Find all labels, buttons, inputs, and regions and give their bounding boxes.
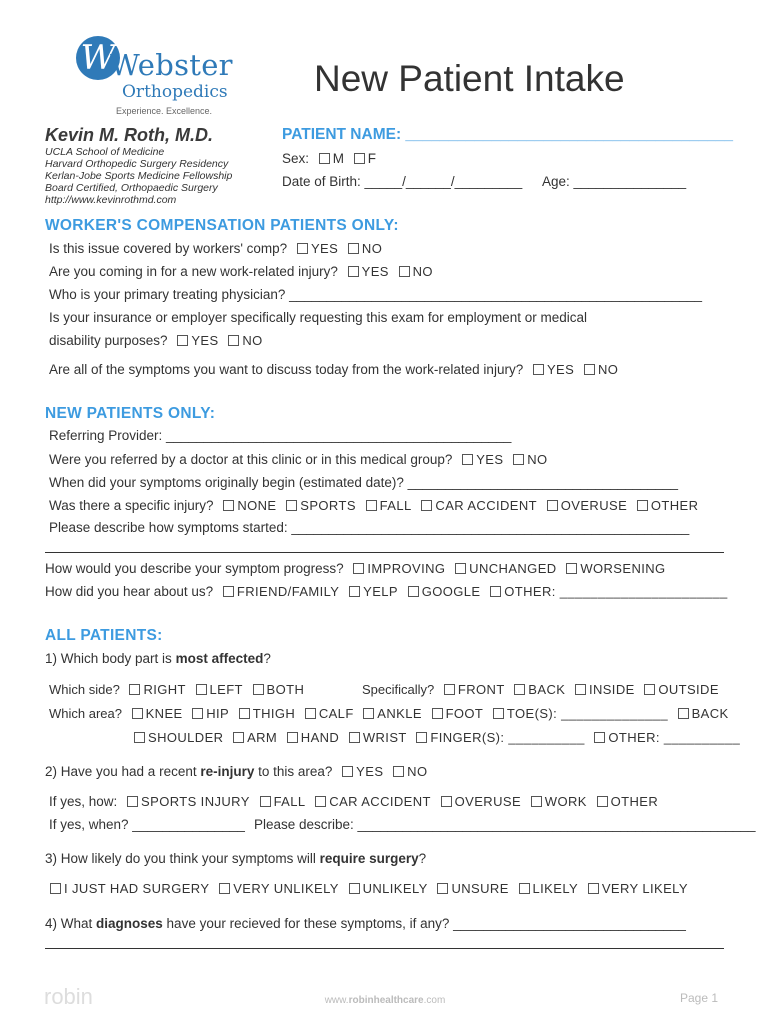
surgery-very-likely-checkbox[interactable] (588, 883, 599, 894)
option-label: KNEE (145, 706, 183, 721)
no-label: NO (527, 452, 548, 467)
option-label: OTHER: __________ (608, 730, 741, 745)
surgery-had-checkbox[interactable] (50, 883, 61, 894)
wc-q5-yes-checkbox[interactable] (533, 364, 544, 375)
q1-text: 1) Which body part is (45, 651, 176, 666)
ap-q3 (45, 851, 426, 866)
np-q2 (49, 452, 548, 467)
np-q2-yes-checkbox[interactable] (462, 454, 473, 465)
injury-other-checkbox[interactable] (637, 500, 648, 511)
wc-q4-no-checkbox[interactable] (228, 335, 239, 346)
option-label: UNCHANGED (469, 561, 557, 576)
reinjury-describe-field[interactable]: Please describe: _____________________________________________________ (254, 817, 756, 832)
option-label: CAR ACCIDENT (435, 498, 537, 513)
area-back-checkbox[interactable] (678, 708, 689, 719)
how-sports-checkbox[interactable] (127, 796, 138, 807)
webster-logo (76, 34, 246, 122)
np-heading: NEW PATIENTS ONLY: (45, 405, 216, 422)
area-fingers-checkbox[interactable] (416, 732, 427, 743)
area-wrist-checkbox[interactable] (349, 732, 360, 743)
option-label: CALF (318, 706, 354, 721)
np-q6 (45, 561, 666, 576)
option-label: FALL (273, 794, 306, 809)
page-title: New Patient Intake (314, 58, 625, 99)
footer-brand: robin (44, 984, 93, 1009)
no-label: NO (242, 333, 263, 348)
option-label: ARM (247, 730, 278, 745)
sex-f-label: F (367, 151, 377, 166)
np-q4 (49, 498, 698, 513)
q1-emphasis: most affected (175, 651, 264, 666)
np-referring-field[interactable]: Referring Provider: ______________________________________________ (49, 428, 512, 443)
footer-url-post: .com (423, 995, 446, 1006)
area-hand-checkbox[interactable] (287, 732, 298, 743)
how-other-checkbox[interactable] (597, 796, 608, 807)
option-label: LEFT (209, 682, 243, 697)
spec-outside-checkbox[interactable] (644, 684, 655, 695)
reinjury-yes-checkbox[interactable] (342, 766, 353, 777)
option-label: OTHER (650, 498, 699, 513)
how-car-checkbox[interactable] (315, 796, 326, 807)
wc-q2 (49, 264, 433, 279)
option-label: BACK (691, 706, 729, 721)
option-label: THIGH (252, 706, 296, 721)
option-label: ANKLE (377, 706, 422, 721)
ap-heading: ALL PATIENTS: (45, 627, 163, 644)
option-label: HIP (206, 706, 230, 721)
option-label: IMPROVING (367, 561, 446, 576)
q2-text: 2) Have you had a recent (45, 764, 201, 779)
np-q4-text: Was there a specific injury? (49, 498, 214, 513)
option-label: I JUST HAD SURGERY (64, 881, 210, 896)
option-label: WRIST (362, 730, 407, 745)
ap-q4[interactable] (45, 916, 686, 931)
option-label: GOOGLE (421, 584, 481, 599)
side-label: Which side? (49, 682, 120, 697)
how-fall-checkbox[interactable] (260, 796, 271, 807)
option-label: BACK (528, 682, 566, 697)
side-row (49, 682, 304, 697)
wc-q4b-text: disability purposes? (49, 333, 168, 348)
yes-label: YES (546, 362, 575, 377)
logo-tagline: Experience. Excellence. (116, 106, 213, 116)
area-hip-checkbox[interactable] (192, 708, 203, 719)
page-number: Page 1 (680, 991, 719, 1005)
area-foot-checkbox[interactable] (432, 708, 443, 719)
option-label: LIKELY (532, 881, 579, 896)
option-label: OTHER (610, 794, 659, 809)
wc-q1-yes-checkbox[interactable] (297, 243, 308, 254)
area-row-2 (128, 730, 740, 745)
logo-sub: Orthopedics (122, 82, 228, 102)
sex-label: Sex: (282, 151, 310, 166)
np-symptoms-begin-field[interactable]: When did your symptoms originally begin (estimated date)? ____________________________________ (49, 475, 678, 490)
no-label: NO (412, 264, 433, 279)
option-label: NONE (237, 498, 277, 513)
no-label: NO (597, 362, 619, 377)
no-label: NO (361, 241, 383, 256)
option-label: SPORTS (300, 498, 356, 513)
no-label: NO (407, 764, 428, 779)
footer-url-pre: www. (324, 995, 349, 1006)
surgery-row (44, 881, 688, 896)
footer-url-bold: robinhealthcare (348, 995, 424, 1006)
how-row (49, 794, 658, 809)
heard-other-checkbox[interactable] (490, 586, 501, 597)
q3-text-end: ? (418, 851, 427, 866)
q4-text: 4) What (45, 916, 97, 931)
option-label: VERY UNLIKELY (233, 881, 339, 896)
wc-q5 (49, 362, 618, 377)
area-row-1 (49, 706, 729, 721)
injury-none-checkbox[interactable] (223, 500, 234, 511)
area-ankle-checkbox[interactable] (363, 708, 374, 719)
yes-label: YES (191, 333, 219, 348)
side-both-checkbox[interactable] (253, 684, 264, 695)
option-label: FRIEND/FAMILY (236, 584, 340, 599)
heard-friend-checkbox[interactable] (223, 586, 234, 597)
wc-heading: WORKER'S COMPENSATION PATIENTS ONLY: (45, 217, 399, 234)
q3-text: 3) How likely do you think your symptoms will (45, 851, 320, 866)
option-label: OVERUSE (560, 498, 628, 513)
option-label: WORSENING (580, 561, 666, 576)
q4-emphasis: diagnoses (96, 916, 163, 931)
sex-m-checkbox[interactable] (319, 153, 330, 164)
area-thigh-checkbox[interactable] (239, 708, 250, 719)
option-label: VERY LIKELY (601, 881, 688, 896)
wc-q3-field[interactable]: Who is your primary treating physician? _______________________________________________________ (49, 287, 703, 302)
wc-q4b (49, 333, 263, 348)
area-knee-checkbox[interactable] (132, 708, 143, 719)
option-label: OVERUSE (454, 794, 522, 809)
yes-label: YES (310, 241, 339, 256)
age-field[interactable]: Age: _______________ (542, 174, 687, 189)
np-q2-no-checkbox[interactable] (513, 454, 524, 465)
option-label: UNSURE (451, 881, 509, 896)
heard-yelp-checkbox[interactable] (349, 586, 360, 597)
option-label: HAND (300, 730, 340, 745)
area-calf-checkbox[interactable] (305, 708, 316, 719)
np-q7 (45, 584, 728, 599)
credential: Board Certified, Orthopaedic Surgery (45, 182, 218, 194)
area-shoulder-checkbox[interactable] (134, 732, 145, 743)
surgery-likely-checkbox[interactable] (519, 883, 530, 894)
side-left-checkbox[interactable] (196, 684, 207, 695)
wc-q5-text: Are all of the symptoms you want to discuss today from the work-related injury? (49, 362, 524, 377)
progress-worsening-checkbox[interactable] (566, 563, 577, 574)
credential: UCLA School of Medicine (45, 146, 165, 158)
logo-brand: Webster (110, 48, 233, 82)
spec-back-checkbox[interactable] (514, 684, 525, 695)
option-label: SHOULDER (148, 730, 224, 745)
sex-m-label: M (332, 151, 345, 166)
q4-text-end: have your recieved for these symptoms, if any? _______________________________ (162, 916, 686, 931)
area-toes-checkbox[interactable] (493, 708, 504, 719)
footer-url (0, 995, 770, 1006)
option-label: YELP (363, 584, 398, 599)
option-label: TOE(S): ______________ (506, 706, 668, 721)
option-label: BOTH (266, 682, 305, 697)
np-q7-text: How did you hear about us? (45, 584, 214, 599)
injury-car-checkbox[interactable] (421, 500, 432, 511)
heard-google-checkbox[interactable] (408, 586, 419, 597)
injury-sports-checkbox[interactable] (286, 500, 297, 511)
yes-label: YES (361, 264, 389, 279)
progress-improving-checkbox[interactable] (353, 563, 364, 574)
side-right-checkbox[interactable] (129, 684, 140, 695)
option-label: FRONT (457, 682, 505, 697)
wc-q2-text: Are you coming in for a new work-related injury? (49, 264, 338, 279)
option-label: FOOT (445, 706, 484, 721)
wc-q2-yes-checkbox[interactable] (348, 266, 359, 277)
wc-q2-no-checkbox[interactable] (399, 266, 410, 277)
np-q2-text: Were you referred by a doctor at this clinic or in this medical group? (49, 452, 453, 467)
option-label: RIGHT (143, 682, 186, 697)
option-label: CAR ACCIDENT (329, 794, 431, 809)
wc-q1-text: Is this issue covered by workers' comp? (49, 241, 288, 256)
reinjury-no-checkbox[interactable] (393, 766, 404, 777)
answer-line[interactable] (45, 948, 724, 949)
injury-overuse-checkbox[interactable] (547, 500, 558, 511)
np-describe-field[interactable]: Please describe how symptoms started: _____________________________________________________ (49, 520, 690, 535)
option-label: WORK (544, 794, 587, 809)
how-overuse-checkbox[interactable] (441, 796, 452, 807)
wc-q4-yes-checkbox[interactable] (177, 335, 188, 346)
patient-name-field[interactable]: PATIENT NAME: ______________________________________ (282, 126, 733, 143)
progress-unchanged-checkbox[interactable] (455, 563, 466, 574)
wc-q5-no-checkbox[interactable] (584, 364, 595, 375)
yes-label: YES (476, 452, 504, 467)
option-label: OUTSIDE (658, 682, 719, 697)
answer-line[interactable] (45, 552, 724, 553)
credential: Harvard Orthopedic Surgery Residency (45, 158, 229, 170)
np-q6-text: How would you describe your symptom progress? (45, 561, 344, 576)
surgery-very-unlikely-checkbox[interactable] (219, 883, 230, 894)
q3-emphasis: require surgery (319, 851, 419, 866)
ap-q2 (45, 764, 427, 779)
wc-q4-text: Is your insurance or employer specifically requesting this exam for employment or medical (49, 310, 587, 325)
q2-text-end: to this area? (254, 764, 333, 779)
option-label: FALL (379, 498, 412, 513)
how-label: If yes, how: (49, 794, 118, 809)
option-label: INSIDE (588, 682, 635, 697)
sex-row (282, 151, 376, 166)
q2-emphasis: re-injury (200, 764, 255, 779)
spec-row (362, 682, 719, 697)
surgery-unsure-checkbox[interactable] (437, 883, 448, 894)
yes-label: YES (356, 764, 384, 779)
area-label: Which area? (49, 706, 122, 721)
option-label: FINGER(S): __________ (430, 730, 585, 745)
doctor-name: Kevin M. Roth, M.D. (45, 125, 213, 145)
when-field[interactable]: If yes, when? _______________ (49, 817, 245, 832)
how-work-checkbox[interactable] (531, 796, 542, 807)
sex-f-checkbox[interactable] (354, 153, 365, 164)
credential: Kerlan-Jobe Sports Medicine Fellowship (45, 170, 233, 182)
spec-inside-checkbox[interactable] (575, 684, 586, 695)
option-label: OTHER: ______________________ (504, 584, 728, 599)
option-label: SPORTS INJURY (141, 794, 250, 809)
spec-label: Specifically? (362, 682, 435, 697)
option-label: UNLIKELY (362, 881, 428, 896)
area-arm-checkbox[interactable] (233, 732, 244, 743)
surgery-unlikely-checkbox[interactable] (349, 883, 360, 894)
logo-w-mark: W (76, 36, 120, 80)
wc-q1-no-checkbox[interactable] (348, 243, 359, 254)
q1-text-end: ? (263, 651, 271, 666)
dob-field[interactable]: Date of Birth: _____/______/_________ (282, 174, 523, 189)
spec-front-checkbox[interactable] (444, 684, 455, 695)
doctor-website[interactable]: http://www.kevinrothmd.com (45, 194, 177, 206)
ap-q1 (45, 651, 271, 666)
injury-fall-checkbox[interactable] (366, 500, 377, 511)
area-other-checkbox[interactable] (594, 732, 605, 743)
wc-q1 (49, 241, 382, 256)
